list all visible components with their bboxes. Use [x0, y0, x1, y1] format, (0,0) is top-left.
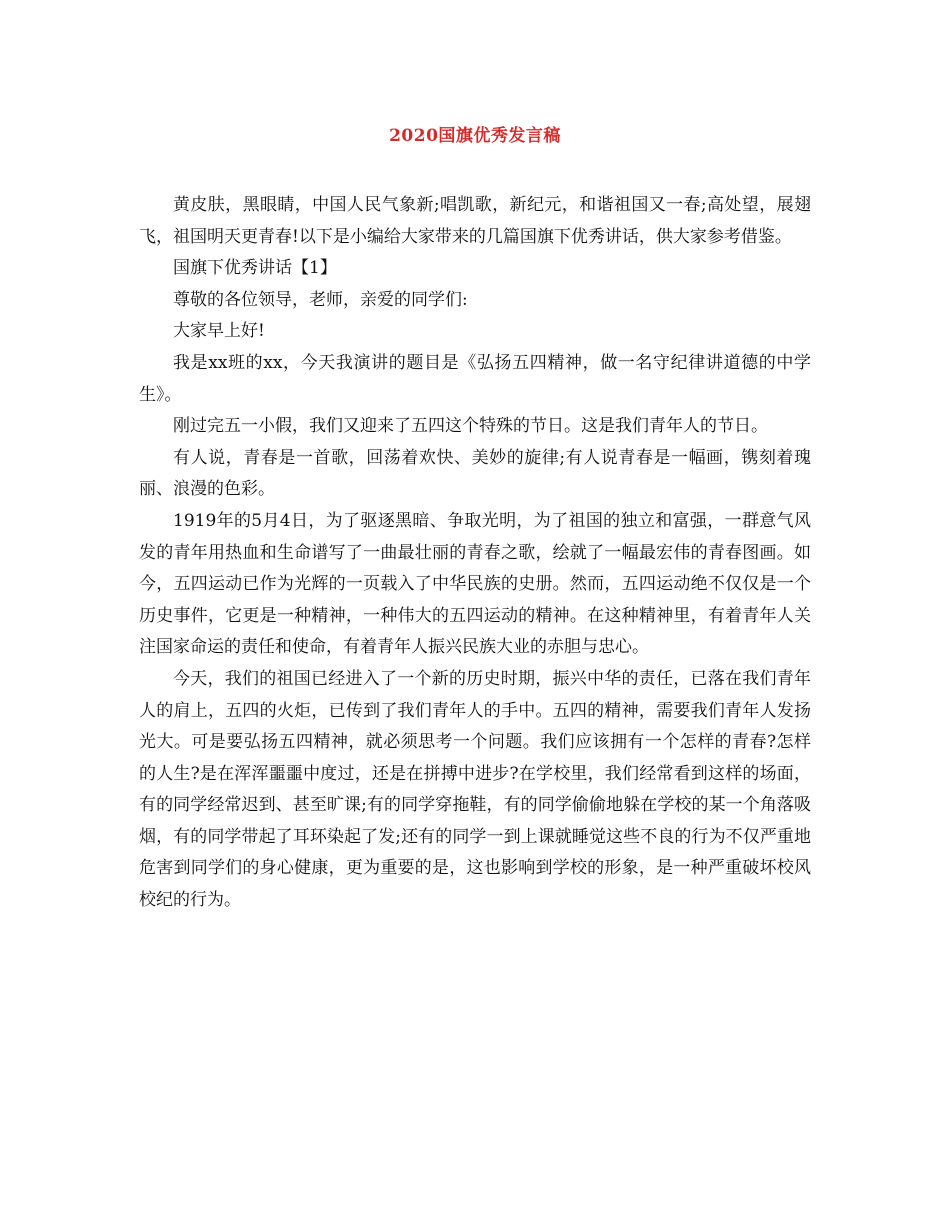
paragraph: 国旗下优秀讲话【1】 [173, 258, 337, 279]
paragraph: 大家早上好! [173, 321, 265, 342]
paragraph: 刚过完五一小假，我们又迎来了五四这个特殊的节日。这是我们青年人的节日。 [173, 416, 768, 437]
paragraph: 今天，我们的祖国已经进入了一个新的历史时期，振兴中华的责任，已落在我们青年人的肩上，五四的火炬，已传到了我们青年人的手中。五四的精神，需要我们青年人发扬光大。可是要弘扬五四精神，就必须思考一个问题。我们应该拥有一个怎样的青春?怎样的人生?是在浑浑噩噩中度过，还是在拼搏中进步?在学校里，我们经常看到这样的场面，有的同学经常迟到、甚至旷课;有的同学穿拖鞋，有的同学偷偷地躲在学校的某一个角落吸烟，有的同学带起了耳环染起了发;还有的同学一到上课就睡觉这些不良的行为不仅严重地危害到同学们的身心健康，更为重要的是，这也影响到学校的形象，是一种严重破坏校风校纪的行为。 [139, 668, 811, 911]
paragraph: 尊敬的各位领导，老师，亲爱的同学们: [173, 289, 468, 310]
paragraph: 有人说，青春是一首歌，回荡着欢快、美妙的旋律;有人说青春是一幅画，镌刻着瑰丽、浪漫的色彩。 [139, 447, 811, 500]
paragraph: 1919年的5月4日，为了驱逐黑暗、争取光明，为了祖国的独立和富强，一群意气风发的青年用热血和生命谱写了一曲最壮丽的青春之歌，绘就了一幅最宏伟的青春图画。如今，五四运动已作为光辉的一页载入了中华民族的史册。然而，五四运动绝不仅仅是一个历史事件，它更是一种精神，一种伟大的五四运动的精神。在这种精神里，有着青年人关注国家命运的责任和使命，有着青年人振兴民族大业的赤胆与忠心。 [139, 510, 811, 658]
document-title: 2020国旗优秀发言稿 [389, 126, 561, 146]
document-body [139, 190, 811, 917]
paragraph: 黄皮肤，黑眼睛，中国人民气象新;唱凯歌，新纪元，和谐祖国又一春;高处望，展翅飞，祖国明天更青春!以下是小编给大家带来的几篇国旗下优秀讲话，供大家参考借鉴。 [139, 195, 811, 247]
paragraph: 我是xx班的xx，今天我演讲的题目是《弘扬五四精神，做一名守纪律讲道德的中学生》。 [139, 352, 811, 405]
